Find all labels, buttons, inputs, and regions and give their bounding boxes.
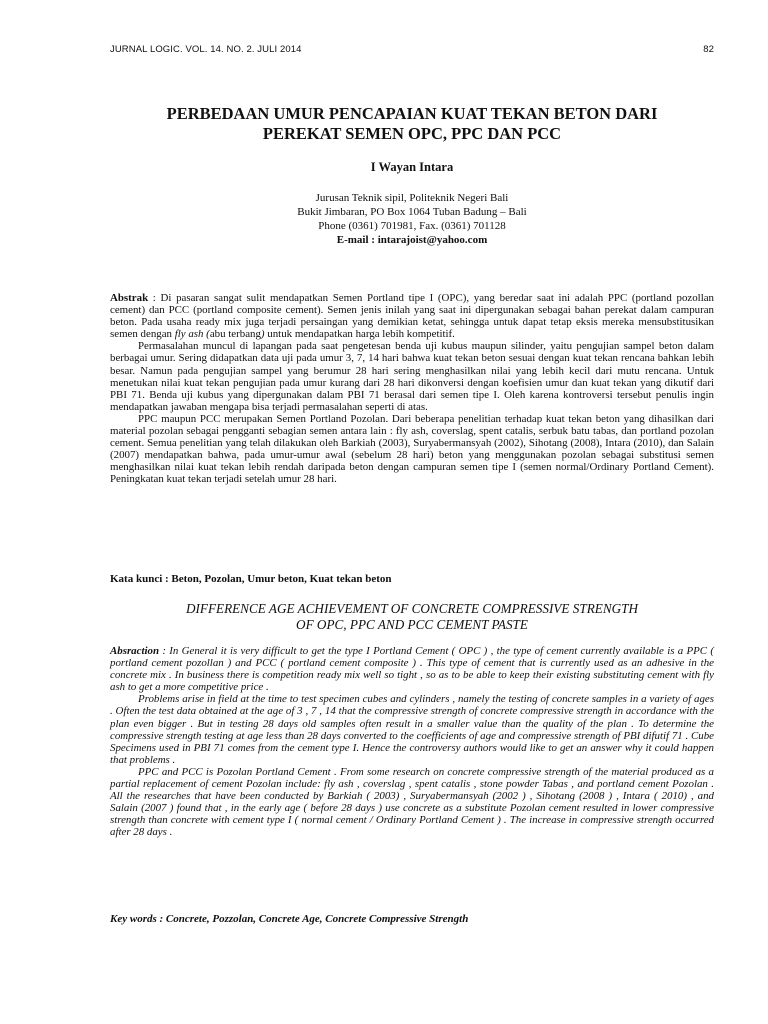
running-header	[110, 44, 714, 55]
affiliation-block	[110, 191, 714, 247]
english-abstract-paragraph-2: Problems arise in field at the time to test specimen cubes and cylinders , namely the testing of concrete samples in a variety of ages . Often the test data obtained at the age of 3 , 7 , 14 that the compressive strength of concrete compressive strength in accordance with the plan even bigger . But in testing 28 days old samples often result in a smaller value than the quality of the plan . To determine the compressive strength testing at age less than 28 days converted to the coefficients of age and compressive strength of PBI difutif 71 . Cube Specimens used in PBI 71 comes from the cement type I. Hence the controversy authors would like to get an answer why it could happen that problems .	[110, 693, 714, 766]
english-title-line2: OF OPC, PPC AND PCC CEMENT PASTE	[296, 617, 528, 632]
paper-title-line1: PERBEDAAN UMUR PENCAPAIAN KUAT TEKAN BETON DARI	[166, 104, 658, 123]
abstract-label: Abstrak	[110, 292, 149, 304]
affiliation-phone: Phone (0361) 701981, Fax. (0361) 701128	[318, 220, 506, 232]
abstract-indonesian	[110, 292, 714, 486]
author-name: I Wayan Intara	[370, 160, 454, 174]
keywords-indonesian: Kata kunci : Beton, Pozolan, Umur beton, Kuat tekan beton	[110, 573, 392, 585]
english-title-line1: DIFFERENCE AGE ACHIEVEMENT OF CONCRETE COMPRESSIVE STRENGTH	[185, 601, 638, 616]
abstract-paragraph-1: Abstrak : Di pasaran sangat sulit mendapatkan Semen Portland tipe I (OPC), yang beredar saat ini adalah PPC (portland pozollan cement) dan PCC (portland composite cement). Semen jenis inilah yang saat ini dipergunakan sebagai bahan perekat dalam campuran beton. Pada usaha ready mix juga terjadi persaingan yang demikian ketat, sehingga untuk dapat tetap eksis mereka mensubstitusikan semen dengan fly ash (abu terbang) untuk mendapatkan harga lebih kompetitif.	[110, 292, 714, 341]
abstract-english	[110, 645, 714, 839]
journal-info: JURNAL LOGIC. VOL. 14. NO. 2. JULI 2014	[110, 44, 302, 55]
keywords-english: Key words : Concrete, Pozzolan, Concrete Age, Concrete Compressive Strength	[110, 913, 469, 925]
abstract-paragraph-3: PPC maupun PCC merupakan Semen Portland Pozolan. Dari beberapa penelitian terhadap kuat tekan beton yang dihasilkan dari material pozolan sebagai pengganti sebagian semen antara lain : fly ash, coverslag, spent catalis, serbuk batu tabas, dan portland pozolan cement. Semua penelitian yang telah dilakukan oleh Barkiah (2003), Suryabermansyah (2002), Sihotang (2008), Intara (2010), dan Salain (2007) mendapatkan bahwa, pada umur-umur awal (sebelum 28 hari) beton yang menggunakan pozolan sebagai substitusi semen menghasilkan nilai kuat tekan lebih rendah daripada beton dengan campuran semen tipe I (semen normal/Ordinary Portland Cement). Peningkatan kuat tekan terjadi setelah umur 28 hari.	[110, 412, 714, 486]
paper-title-line2: PEREKAT SEMEN OPC, PPC DAN PCC	[262, 124, 562, 143]
page-number: 82	[703, 44, 714, 55]
affiliation-address: Bukit Jimbaran, PO Box 1064 Tuban Badung – Bali	[297, 206, 527, 218]
paper-title	[110, 104, 714, 144]
english-abstract-paragraph-1: Absraction : In General it is very difficult to get the type I Portland Cement ( OPC ) , the type of cement currently available is a PPC ( portland cement pozollan ) and PCC ( portland cement composite ) . This type of cement that is currently used as an adhesive in the concrete mix . In business there is competition ready mix well so tight , so as to be able to keep their existing substituting cement with fly ash to get a more competitive price .	[110, 645, 714, 694]
english-abstract-label: Absraction	[110, 645, 160, 657]
abstract-paragraph-2: Permasalahan muncul di lapangan pada saat pengetesan benda uji kubus maupun silinder, yaitu pengujian sampel beton dalam berbagai umur. Sering didapatkan data uji pada umur 3, 7, 14 hari bahwa kuat tekan beton sesuai dengan kuat tekan rencana bahkan lebih besar. Namun pada pengujian sampel yang berumur 28 hari sering menghasilkan nilai yang lebih kecil dari mutu rencana. Untuk menetukan nilai kuat tekan pengujian pada umur kurang dari 28 hari dikonversi dengan koefisien umur dan kuat tekan yang dikutif dari PBI 71. Benda uji kubus yang dipergunakan dalam PBI 71 berasal dari semen tipe I. Oleh karena kontroversi tersebut penulis ingin mendapatkan jawaban mengapa bisa terjadi permasalahan seperti di atas.	[110, 340, 714, 413]
affiliation-email: E-mail : intarajoist@yahoo.com	[336, 234, 488, 246]
english-abstract-paragraph-3: PPC and PCC is Pozolan Portland Cement . From some research on concrete compressive strength of the material produced as a partial replacement of cement Pozolan include: fly ash , coverslag , spent catalis , stone powder Tabas , and portland cement Pozolan . All the researches that have been conducted by Barkiah ( 2003) , Suryabermansyah (2002 ) , Sihotang (2008 ) , Intara ( 2010) , and Salain (2007 ) found that , in the early age ( before 28 days ) use concrete as a substitute Pozolan cement resulted in lower compressive strength than concrete with cement type I ( normal cement / Ordinary Portland Cement ) . The increase in compressive strength occurred after 28 days .	[110, 765, 714, 839]
affiliation-department: Jurusan Teknik sipil, Politeknik Negeri Bali	[315, 192, 509, 204]
english-title	[110, 601, 714, 633]
